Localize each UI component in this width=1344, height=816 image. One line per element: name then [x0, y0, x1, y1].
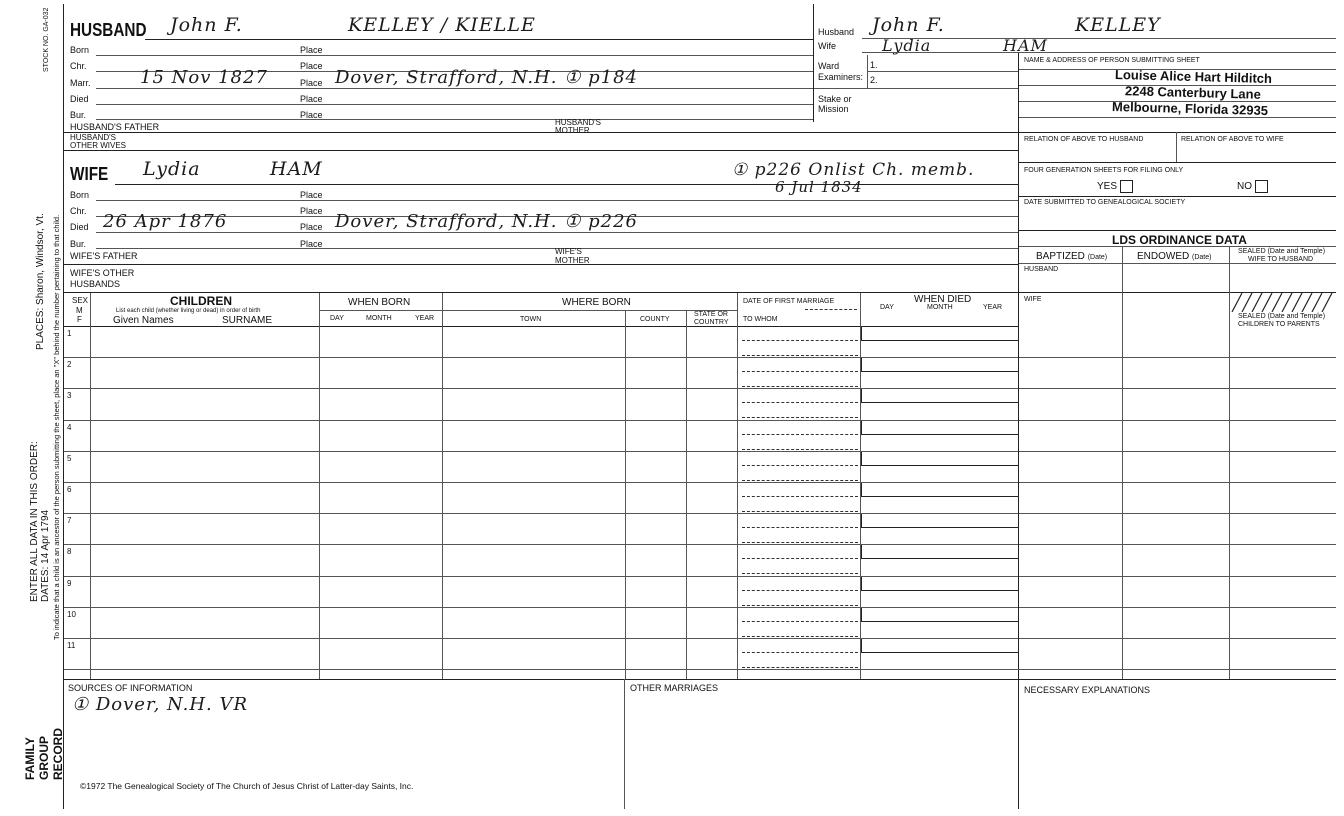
wife-bur-place-label: Place [300, 239, 323, 249]
died-date-line [861, 558, 1018, 559]
lds-col-1 [1122, 246, 1123, 679]
lds-baptized [1036, 251, 1107, 262]
wife-mother-label-2: MOTHER [555, 256, 590, 265]
places-note: PLACES: Sharon, Windsor, Vt. [35, 213, 46, 350]
lds-row-separator [1019, 513, 1336, 514]
sealed-wife-1: SEALED (Date and Temple) [1238, 248, 1326, 255]
given-names-label: Given Names [113, 315, 174, 326]
wife-died-place: Dover, Strafford, N.H. ① p226 [335, 211, 638, 232]
form-title-line-2: GROUP [37, 735, 51, 780]
header-divider [813, 4, 814, 122]
marriage-date-dash [742, 434, 858, 435]
sex-m: M [76, 306, 83, 315]
four-gen-yes[interactable] [1097, 180, 1133, 193]
no-checkbox[interactable] [1255, 180, 1268, 193]
wife-other-husbands-2: HUSBANDS [70, 279, 121, 289]
died-date-line [861, 371, 1018, 372]
wife-surname: HAM [270, 158, 323, 180]
header-husband-surname: KELLEY [1075, 14, 1161, 36]
marriage-date-dash [742, 590, 858, 591]
husband-parents-line [64, 132, 1018, 133]
instruction-note: To indicate that a child is an ancestor of the person submitting the sheet, place an "X" behind the number pertaining to that child. [52, 214, 61, 640]
died-date-line [861, 340, 1018, 341]
state-label-2: COUNTRY [694, 319, 729, 326]
wife-parents-line [64, 264, 1018, 265]
marriage-date-dash [742, 558, 858, 559]
sex-label: SEX [72, 296, 89, 305]
wife-born-place-label: Place [300, 190, 323, 200]
examiners-label: Examiners: [818, 72, 864, 82]
county-label: COUNTY [640, 316, 670, 323]
lds-row-separator [1019, 482, 1336, 483]
child-row-entry[interactable] [91, 608, 736, 637]
husband-bur-line [96, 119, 813, 120]
lds-col-header-line [1019, 263, 1336, 264]
husband-marr-place-label: Place [300, 78, 323, 88]
died-date-tick [861, 608, 862, 622]
to-whom-dash [742, 636, 858, 637]
to-whom-dash [742, 511, 858, 512]
child-row-number: 5 [67, 454, 72, 463]
husband-born-place-label: Place [300, 45, 323, 55]
died-year-label: YEAR [983, 304, 1003, 311]
wife-father-label: WIFE'S FATHER [70, 251, 138, 261]
wife-born-label: Born [70, 190, 90, 200]
child-row-number: 6 [67, 485, 72, 494]
wife-died-date: 26 Apr 1876 [103, 211, 228, 232]
husband-other-wives-1: HUSBAND'S [70, 133, 116, 142]
header-wife-surname: HAM [1003, 36, 1048, 55]
husband-died-line [96, 104, 813, 105]
relation-divider [1176, 132, 1177, 162]
lds-endowed [1137, 251, 1211, 262]
marriage-date-dash [742, 621, 858, 622]
child-row-entry[interactable] [91, 421, 736, 450]
endowed-date-label: (Date) [1192, 254, 1212, 261]
wife-given-name: Lydia [143, 158, 201, 180]
header-wife-line [862, 52, 1336, 53]
husband-marr-date: 15 Nov 1827 [140, 67, 268, 88]
child-row-entry[interactable] [91, 452, 736, 481]
wife-died-line [96, 232, 1018, 233]
child-row-entry[interactable] [91, 577, 736, 606]
right-panel-divider [1018, 52, 1019, 809]
submitter-address-3: Melbourne, Florida 32935 [1111, 98, 1269, 119]
stake-label-1: Stake or [818, 94, 852, 104]
four-gen-label: FOUR GENERATION SHEETS FOR FILING ONLY [1024, 167, 1184, 174]
sealed-children-1: SEALED (Date and Temple) [1238, 313, 1326, 320]
examiner-2: 2. [870, 75, 878, 85]
relation-husband-label: RELATION OF ABOVE TO HUSBAND [1024, 136, 1144, 143]
marriage-date-dash [742, 402, 858, 403]
wife-died-place-label: Place [300, 222, 323, 232]
child-row-number: 2 [67, 360, 72, 369]
submitter-label: NAME & ADDRESS OF PERSON SUBMITTING SHEET [1024, 57, 1200, 64]
husband-mother-label-1: HUSBAND'S [555, 118, 601, 127]
wife-note-2: 6 Jul 1834 [775, 178, 863, 196]
born-month-label: MONTH [366, 315, 392, 322]
lds-husband-label: HUSBAND [1024, 266, 1059, 273]
relation-end-line [1019, 162, 1336, 163]
wife-born-line [96, 200, 1018, 201]
wife-chr-place-label: Place [300, 206, 323, 216]
wife-bur-label: Bur. [70, 239, 87, 249]
to-whom-dash [742, 542, 858, 543]
marriage-date-dash [742, 371, 858, 372]
died-month-label: MONTH [927, 304, 953, 311]
other-marriages-label: OTHER MARRIAGES [630, 683, 719, 693]
four-gen-no[interactable] [1237, 180, 1268, 193]
husband-born-label: Born [70, 45, 90, 55]
died-date-tick [861, 421, 862, 435]
husband-marr-label: Marr. [70, 78, 91, 88]
to-whom-dash [742, 417, 858, 418]
dates-note: DATES: 14 Apr 1794 [40, 509, 51, 602]
child-row-entry[interactable] [91, 545, 736, 574]
submitter-end-line [1019, 132, 1336, 133]
wife-chr-label: Chr. [70, 206, 87, 216]
child-row-entry[interactable] [91, 389, 736, 418]
enter-all-note: ENTER ALL DATA IN THIS ORDER: [29, 441, 40, 602]
husband-name-line [145, 39, 813, 40]
children-heading: CHILDREN [170, 294, 232, 308]
died-date-tick [861, 483, 862, 497]
wife-section-end [64, 292, 1336, 293]
date-submitted-label: DATE SUBMITTED TO GENEALOGICAL SOCIETY [1024, 199, 1186, 206]
child-row-entry[interactable] [91, 358, 736, 387]
husband-section-end [64, 150, 1018, 151]
sealed-children-2: CHILDREN TO PARENTS [1238, 321, 1320, 328]
child-row-entry[interactable] [91, 514, 736, 543]
header-wife-name: Lydia [882, 36, 932, 55]
to-whom-dash [742, 573, 858, 574]
child-row-number: 8 [67, 547, 72, 556]
header-husband-name: John F. [872, 14, 945, 36]
lds-row-separator [1019, 576, 1336, 577]
lds-row-separator [1019, 607, 1336, 608]
lds-row-separator [1019, 451, 1336, 452]
date-submitted-end [1019, 230, 1336, 231]
form-title-line-1: FAMILY [23, 737, 37, 780]
where-born-heading: WHERE BORN [562, 297, 631, 308]
husband-bur-place-label: Place [300, 110, 323, 120]
child-row-number: 9 [67, 579, 72, 588]
husband-chr-label: Chr. [70, 61, 87, 71]
died-date-line [861, 465, 1018, 466]
examiner-mid-line [867, 71, 1018, 72]
wife-other-husbands-1: WIFE'S OTHER [70, 268, 135, 278]
husband-died-label: Died [70, 94, 89, 104]
child-row-entry[interactable] [91, 639, 736, 668]
lds-row-separator [1019, 420, 1336, 421]
died-date-line [861, 621, 1018, 622]
died-day-label: DAY [880, 304, 894, 311]
marriage-date-dash [742, 527, 858, 528]
when-born-heading: WHEN BORN [348, 297, 411, 308]
husband-surname: KELLEY / KIELLE [348, 14, 536, 36]
lds-title-line [1019, 246, 1336, 247]
husband-born-line [96, 55, 813, 56]
when-died-heading: WHEN DIED [914, 294, 972, 305]
stock-number: STOCK NO. GA-032 [43, 7, 50, 72]
died-date-tick [861, 545, 862, 559]
submitter-line-d [1019, 117, 1336, 118]
to-whom-dash [742, 667, 858, 668]
died-date-tick [861, 452, 862, 466]
died-date-line [861, 434, 1018, 435]
sources-label: SOURCES OF INFORMATION [68, 683, 193, 693]
children-note: List each child (whether living or dead) in order of birth [116, 308, 261, 314]
died-date-line [861, 527, 1018, 528]
to-whom-dash [742, 386, 858, 387]
lds-row-separator [1019, 669, 1336, 670]
marriage-date-dash [742, 496, 858, 497]
form-title-line-3: RECORD [51, 727, 65, 780]
wife-label: WIFE [70, 164, 109, 184]
no-label: NO [1237, 181, 1252, 193]
lds-row-separator [1019, 638, 1336, 639]
sources-entry: ① Dover, N.H. VR [72, 694, 249, 715]
sealed-hatch [1230, 293, 1336, 312]
header-husband-line [862, 38, 1336, 39]
died-date-tick [861, 358, 862, 372]
lds-title: LDS ORDINANCE DATA [1112, 233, 1247, 247]
husband-died-place-label: Place [300, 94, 323, 104]
header-wife-label: Wife [818, 41, 836, 51]
died-date-line [861, 590, 1018, 591]
sex-f: F [77, 315, 82, 324]
header-dash [805, 309, 857, 310]
yes-checkbox[interactable] [1120, 180, 1133, 193]
born-day-label: DAY [330, 315, 344, 322]
wife-note-1: ① p226 Onlist Ch. memb. [732, 160, 975, 180]
state-label-1: STATE OR [694, 311, 728, 318]
husband-bur-label: Bur. [70, 110, 87, 120]
submitter-address-1: Louise Alice Hart Hilditch [1114, 66, 1273, 87]
husband-given-name: John F. [170, 14, 243, 36]
table-bottom [64, 679, 1336, 680]
wife-mother-label-1: WIFE'S [555, 247, 582, 256]
died-date-tick [861, 327, 862, 341]
first-marriage-label: DATE OF FIRST MARRIAGE [743, 298, 835, 305]
child-row-number: 1 [67, 329, 72, 338]
marriage-date-dash [742, 340, 858, 341]
child-row-number: 4 [67, 423, 72, 432]
died-date-tick [861, 639, 862, 653]
explanations-label: NECESSARY EXPLANATIONS [1024, 685, 1151, 695]
frame-left [63, 4, 64, 809]
copyright: ©1972 The Genealogical Society of The Church of Jesus Christ of Latter-day Saints, Inc. [80, 781, 414, 791]
child-row-number: 10 [67, 610, 76, 619]
relation-wife-label: RELATION OF ABOVE TO WIFE [1181, 136, 1284, 143]
husband-marr-place: Dover, Strafford, N.H. ① p184 [335, 67, 638, 88]
lds-row-separator [1019, 388, 1336, 389]
wife-died-label: Died [70, 222, 89, 232]
town-label: TOWN [520, 316, 542, 323]
wife-name-line [115, 184, 1018, 185]
husband-marr-line [96, 88, 813, 89]
to-whom-dash [742, 355, 858, 356]
child-row-number: 7 [67, 516, 72, 525]
died-date-tick [861, 389, 862, 403]
baptized-label: BAPTIZED [1036, 251, 1085, 262]
baptized-date-label: (Date) [1087, 254, 1108, 261]
husband-chr-place-label: Place [300, 61, 323, 71]
to-whom-dash [742, 605, 858, 606]
died-date-line [861, 402, 1018, 403]
stake-label-2: Mission [818, 104, 849, 114]
child-row-number: 11 [67, 641, 76, 650]
header-husband-label: Husband [818, 27, 855, 37]
husband-label: HUSBAND [70, 20, 147, 40]
lds-row-separator [1019, 544, 1336, 545]
marriage-date-dash [742, 465, 858, 466]
lds-row-separator [1019, 357, 1336, 358]
husband-other-wives-2: OTHER WIVES [70, 141, 127, 150]
died-date-line [861, 496, 1018, 497]
four-gen-end-line [1019, 196, 1336, 197]
died-date-line [861, 652, 1018, 653]
ward-divider [867, 55, 868, 89]
marriage-date-dash [742, 652, 858, 653]
child-row-entry[interactable] [91, 483, 736, 512]
yes-label: YES [1097, 181, 1118, 193]
sealed-wife-2: WIFE TO HUSBAND [1248, 256, 1314, 263]
examiner-1: 1. [870, 60, 878, 70]
submitter-address-2: 2248 Canterbury Lane [1124, 83, 1262, 102]
header-subline [320, 310, 737, 311]
col-where-end [737, 293, 738, 679]
died-date-tick [861, 577, 862, 591]
child-row-entry[interactable] [91, 327, 736, 356]
child-row-number: 3 [67, 391, 72, 400]
to-whom-dash [742, 449, 858, 450]
examiner-bottom-line [814, 88, 1018, 89]
to-whom-label: TO WHOM [743, 316, 778, 323]
born-year-label: YEAR [415, 315, 435, 322]
ward-label: Ward [818, 61, 840, 71]
footer-divider [624, 679, 625, 809]
lds-col-2 [1229, 246, 1230, 679]
died-date-tick [861, 514, 862, 528]
endowed-label: ENDOWED [1137, 251, 1190, 262]
to-whom-dash [742, 480, 858, 481]
lds-wife-label: WIFE [1024, 296, 1042, 303]
husband-mother-label-2: MOTHER [555, 126, 590, 135]
surname-label: SURNAME [222, 315, 273, 326]
husband-father-label: HUSBAND'S FATHER [70, 122, 160, 132]
